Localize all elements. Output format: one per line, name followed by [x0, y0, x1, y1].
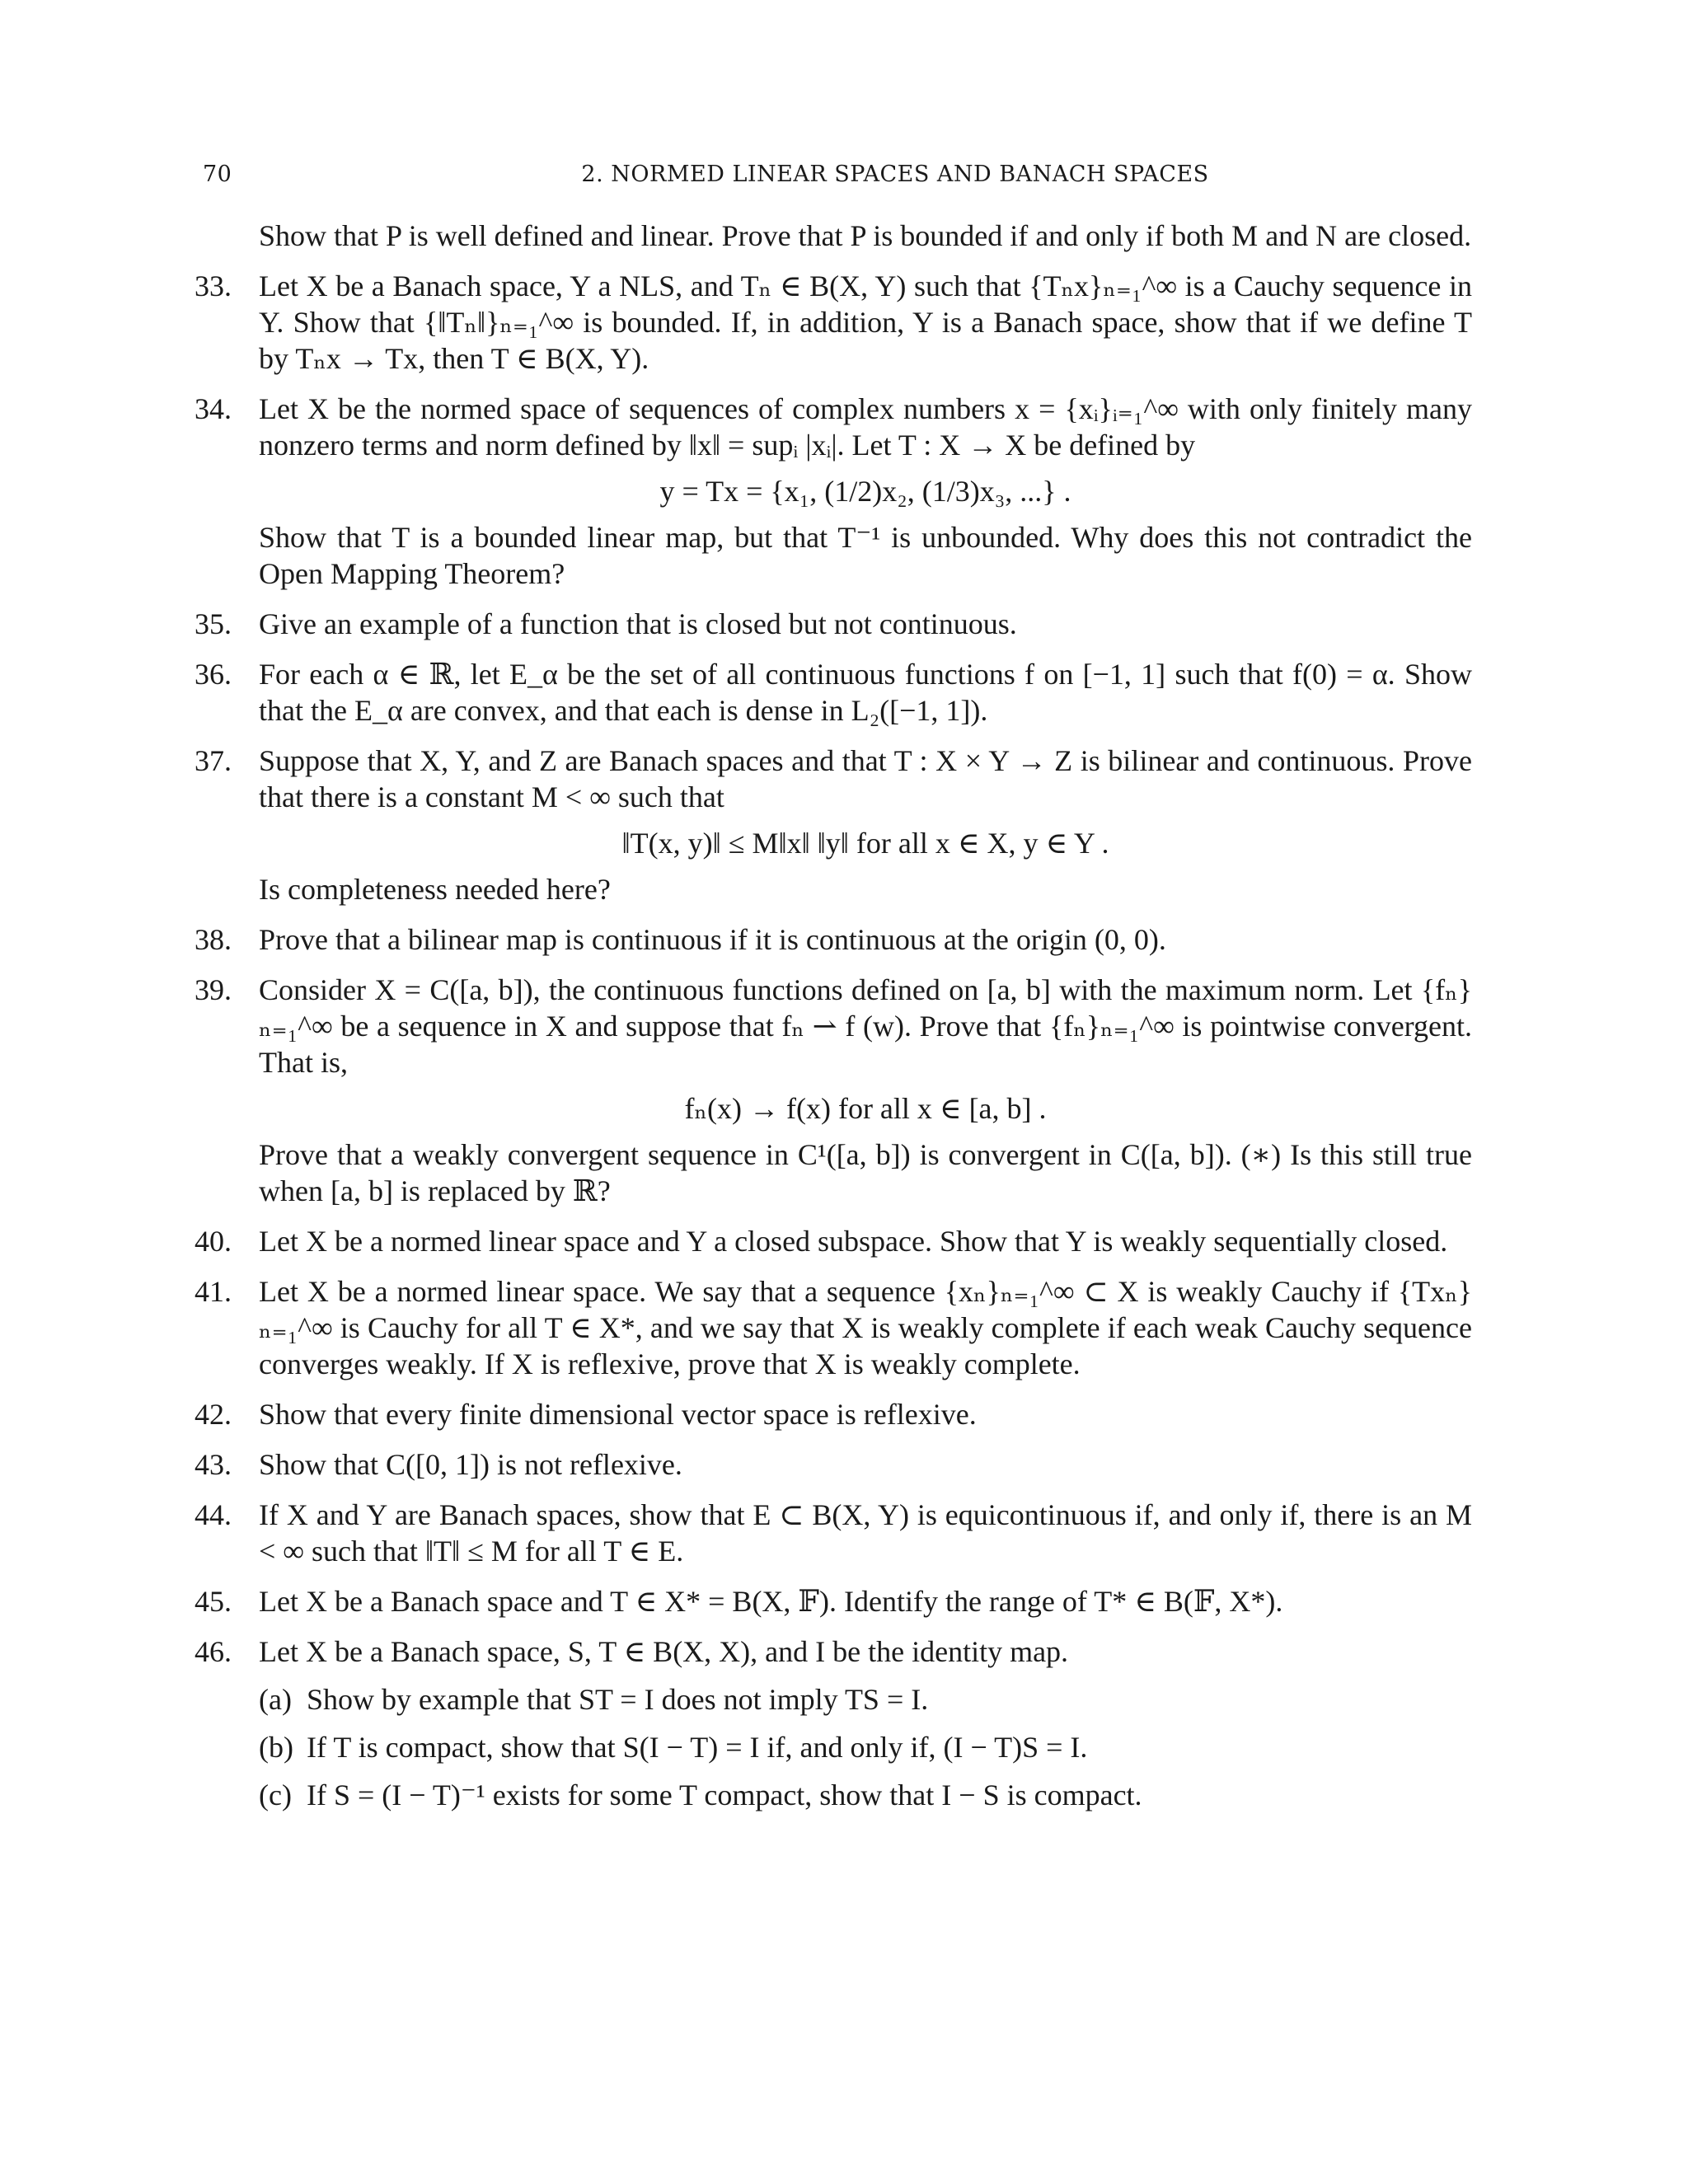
exercise-46: [195, 1633, 1472, 1813]
page-body: [195, 218, 1472, 1813]
running-title: 2. NORMED LINEAR SPACES AND BANACH SPACES: [581, 162, 1209, 187]
exercise-text: Let X be the normed space of sequences of complex numbers x = {xᵢ}ᵢ₌₁^∞ with only finitely many nonzero terms and norm defined by ‖x‖ = supᵢ |xᵢ|. Let T : X → X be defined by: [259, 392, 1472, 462]
exercise-text: Let X be a Banach space, Y a NLS, and Tₙ ∈ B(X, Y) such that {Tₙx}ₙ₌₁^∞ is a Cauchy sequence in Y. Show that {‖Tₙ‖}ₙ₌₁^∞ is bounded. If, in addition, Y is a Banach space, show that if we define T by Tₙx → Tx, then T ∈ B(X, Y).: [259, 269, 1472, 375]
exercise-text: Suppose that X, Y, and Z are Banach spaces and that T : X × Y → Z is bilinear and continuous. Prove that there is a constant M < ∞ such that: [259, 744, 1472, 813]
part-label: (b): [259, 1731, 293, 1764]
exercise-text: For each α ∈ ℝ, let E_α be the set of all continuous functions f on [−1, 1] such that f(0) = α. Show that the E_α are convex, and that each is dense in L₂([−1, 1]).: [259, 658, 1472, 727]
exercise-part-a: [259, 1681, 1472, 1718]
exercise-text-after: Is completeness needed here?: [259, 873, 611, 906]
exercise-number: 35.: [195, 607, 232, 640]
exercise-text: Consider X = C([a, b]), the continuous functions defined on [a, b] with the maximum norm. Let {fₙ}ₙ₌₁^∞ be a sequence in X and suppose that fₙ ⇀ f (w). Prove that {fₙ}ₙ₌₁^∞ is pointwise convergent. That is,: [259, 973, 1472, 1079]
page-number: 70: [203, 162, 232, 187]
display-equation: fₙ(x) → f(x) for all x ∈ [a, b] .: [684, 1092, 1047, 1125]
exercise-text: Show that every finite dimensional vector space is reflexive.: [259, 1398, 977, 1431]
part-label: (c): [259, 1779, 292, 1811]
exercise-40: [195, 1223, 1472, 1259]
exercise-number: 33.: [195, 269, 232, 302]
exercise-text: Let X be a normed linear space. We say that a sequence {xₙ}ₙ₌₁^∞ ⊂ X is weakly Cauchy if {Txₙ}ₙ₌₁^∞ is Cauchy for all T ∈ X*, and we say that X is weakly complete if each weak Cauchy sequence converges weakly. If X is reflexive, prove that X is weakly complete.: [259, 1275, 1472, 1380]
exercise-text: Prove that a bilinear map is continuous if it is continuous at the origin (0, 0).: [259, 923, 1166, 956]
display-equation: y = Tx = {x₁, (1/2)x₂, (1/3)x₃, ...} .: [659, 475, 1071, 508]
exercise-43: [195, 1446, 1472, 1483]
exercise-number: 40.: [195, 1225, 232, 1258]
exercise-45: [195, 1583, 1472, 1619]
exercise-text: Let X be a normed linear space and Y a closed subspace. Show that Y is weakly sequentially closed.: [259, 1225, 1448, 1258]
page-header: [203, 162, 1472, 194]
exercise-number: 36.: [195, 658, 232, 691]
exercise-number: 42.: [195, 1398, 232, 1431]
part-label: (a): [259, 1683, 292, 1716]
part-text: Show by example that ST = I does not imply TS = I.: [307, 1683, 929, 1716]
part-text: If S = (I − T)⁻¹ exists for some T compact, show that I − S is compact.: [307, 1779, 1142, 1811]
intro-paragraph: Show that P is well defined and linear. Prove that P is bounded if and only if both M and N are closed.: [259, 219, 1472, 252]
exercise-number: 44.: [195, 1498, 232, 1531]
exercise-36: [195, 656, 1472, 729]
exercise-text: Show that C([0, 1]) is not reflexive.: [259, 1448, 682, 1481]
exercise-39: [195, 972, 1472, 1209]
exercise-number: 39.: [195, 973, 232, 1006]
exercise-37: [195, 743, 1472, 907]
exercise-42: [195, 1396, 1472, 1432]
exercise-number: 46.: [195, 1635, 232, 1668]
exercise-text-after: Show that T is a bounded linear map, but that T⁻¹ is unbounded. Why does this not contradict the Open Mapping Theorem?: [259, 521, 1472, 590]
exercise-part-c: [259, 1777, 1472, 1813]
exercise-text: Let X be a Banach space and T ∈ X* = B(X, 𝔽). Identify the range of T* ∈ B(𝔽, X*).: [259, 1585, 1283, 1618]
display-equation: ‖T(x, y)‖ ≤ M‖x‖ ‖y‖ for all x ∈ X, y ∈ Y .: [621, 827, 1109, 860]
exercise-number: 38.: [195, 923, 232, 956]
exercise-38: [195, 921, 1472, 958]
exercise-number: 41.: [195, 1275, 232, 1308]
exercise-text: Let X be a Banach space, S, T ∈ B(X, X), and I be the identity map.: [259, 1635, 1069, 1668]
exercise-33: [195, 268, 1472, 377]
part-text: If T is compact, show that S(I − T) = I if, and only if, (I − T)S = I.: [307, 1731, 1088, 1764]
exercise-part-b: [259, 1729, 1472, 1765]
exercise-35: [195, 606, 1472, 642]
exercise-41: [195, 1273, 1472, 1382]
exercise-number: 34.: [195, 392, 232, 425]
exercise-number: 45.: [195, 1585, 232, 1618]
exercise-number: 37.: [195, 744, 232, 777]
exercise-text: Give an example of a function that is closed but not continuous.: [259, 607, 1017, 640]
exercise-text-after: Prove that a weakly convergent sequence in C¹([a, b]) is convergent in C([a, b]). (∗) Is this still true when [a, b] is replaced by ℝ?: [259, 1138, 1472, 1207]
exercise-34: [195, 391, 1472, 592]
exercise-text: If X and Y are Banach spaces, show that E ⊂ B(X, Y) is equicontinuous if, and only if, there is an M < ∞ such that ‖T‖ ≤ M for all T ∈ E.: [259, 1498, 1472, 1568]
exercise-number: 43.: [195, 1448, 232, 1481]
exercise-44: [195, 1497, 1472, 1569]
